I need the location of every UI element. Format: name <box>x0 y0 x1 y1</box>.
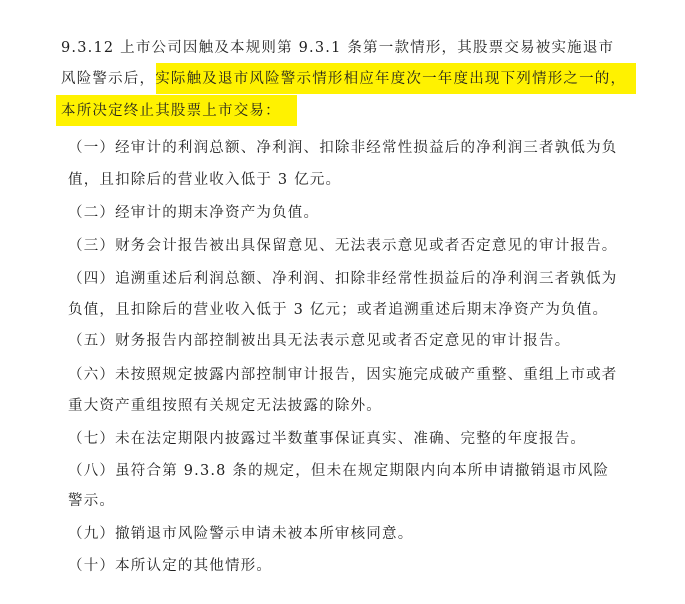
item-1-line-2: 值，且扣除后的营业收入低于 3 亿元。 <box>68 172 342 188</box>
item-2-line-1: （二）经审计的期末净资产为负值。 <box>68 205 320 221</box>
item-1-line-1: （一）经审计的利润总额、净利润、扣除非经常性损益后的净利润三者孰低为负 <box>68 140 618 156</box>
item-10-line-1: （十）本所认定的其他情形。 <box>68 558 273 574</box>
article-line-2-highlight: 实际触及退市风险警示情形相应年度次一年度出现下列情形之一的， <box>155 71 627 87</box>
item-3-line-1: （三）财务会计报告被出具保留意见、无法表示意见或者否定意见的审计报告。 <box>68 238 618 254</box>
item-9-line-1: （九）撤销退市风险警示申请未被本所审核同意。 <box>68 526 414 542</box>
article-line-2 <box>61 69 626 89</box>
item-7-line-1: （七）未在法定期限内披露过半数董事保证真实、准确、完整的年度报告。 <box>68 431 587 447</box>
item-8-line-2: 警示。 <box>68 493 116 509</box>
item-6-line-2: 重大资产重组按照有关规定无法披露的除外。 <box>68 398 382 414</box>
article-line-2-plain: 风险警示后， <box>61 71 156 87</box>
item-8-line-1: （八）虽符合第 9.3.8 条的规定，但未在规定期限内向本所申请撤销退市风险 <box>68 463 610 479</box>
article-line-3: 本所决定终止其股票上市交易： <box>61 103 281 119</box>
item-4-line-2: 负值，且扣除后的营业收入低于 3 亿元；或者追溯重述后期末净资产为负值。 <box>68 302 609 318</box>
item-6-line-1: （六）未按照规定披露内部控制审计报告，因实施完成破产重整、重组上市或者 <box>68 367 618 383</box>
item-5-line-1: （五）财务报告内部控制被出具无法表示意见或者否定意见的审计报告。 <box>68 333 571 349</box>
item-4-line-1: （四）追溯重述后利润总额、净利润、扣除非经常性损益后的净利润三者孰低为 <box>68 271 618 287</box>
article-line-1: 9.3.12 上市公司因触及本规则第 9.3.1 条第一款情形，其股票交易被实施退市 <box>61 40 615 56</box>
